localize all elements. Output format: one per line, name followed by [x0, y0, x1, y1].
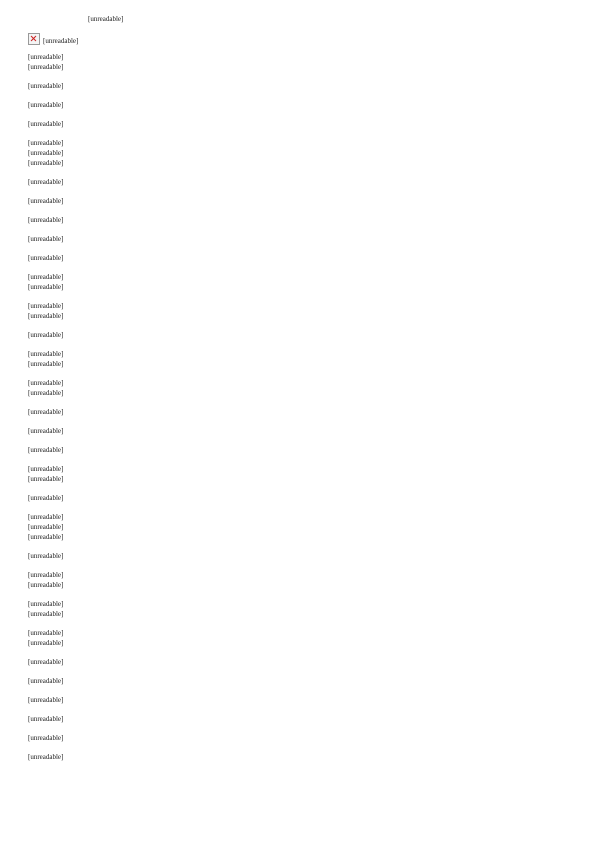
text-line: [unreadable] — [28, 677, 64, 685]
document-body — [28, 14, 568, 771]
text-line-content: [unreadable] — [43, 37, 79, 45]
paragraph — [28, 301, 568, 321]
paragraph — [28, 177, 568, 187]
text-line: [unreadable] — [28, 120, 64, 128]
paragraph — [28, 81, 568, 91]
paragraph — [28, 52, 568, 72]
text-line: [unreadable] — [28, 475, 64, 483]
paragraph — [28, 445, 568, 455]
paragraph — [28, 464, 568, 484]
text-line: [unreadable] — [28, 101, 64, 109]
text-line: [unreadable] — [28, 696, 64, 704]
text-line: [unreadable] — [28, 197, 64, 205]
text-line: [unreadable] — [28, 350, 64, 358]
text-line: [unreadable] — [28, 494, 64, 502]
text-line: [unreadable] — [28, 571, 64, 579]
paragraph — [28, 733, 568, 743]
text-line: [unreadable] — [28, 639, 64, 647]
paragraph — [28, 570, 568, 590]
paragraph — [28, 676, 568, 686]
text-line: [unreadable] — [28, 178, 64, 186]
text-line: [unreadable] — [28, 533, 64, 541]
text-line: [unreadable] — [28, 465, 64, 473]
paragraph — [28, 493, 568, 503]
paragraph — [28, 512, 568, 542]
paragraph — [28, 426, 568, 436]
paragraph — [28, 551, 568, 561]
text-line: [unreadable] — [28, 53, 64, 61]
paragraph — [28, 196, 568, 206]
paragraph — [28, 378, 568, 398]
paragraph — [28, 657, 568, 667]
paragraph — [28, 272, 568, 292]
text-line: [unreadable] — [28, 360, 64, 368]
paragraph — [28, 599, 568, 619]
text-line: [unreadable] — [28, 159, 64, 167]
paragraph — [28, 628, 568, 648]
text-line: [unreadable] — [28, 610, 64, 618]
text-line: [unreadable] — [28, 82, 64, 90]
text-line: [unreadable] — [28, 523, 64, 531]
paragraph — [28, 138, 568, 168]
text-line: [unreadable] — [88, 15, 124, 23]
paragraph — [28, 695, 568, 705]
text-line: [unreadable] — [28, 629, 64, 637]
text-line: [unreadable] — [28, 235, 64, 243]
text-line: [unreadable] — [28, 658, 64, 666]
paragraph — [28, 752, 568, 762]
broken-image-icon — [28, 33, 40, 45]
text-line: [unreadable] — [28, 312, 64, 320]
paragraph — [28, 33, 568, 43]
paragraph — [28, 234, 568, 244]
paragraph — [28, 330, 568, 340]
text-line: [unreadable] — [28, 139, 64, 147]
paragraph — [28, 714, 568, 724]
text-line: [unreadable] — [28, 283, 64, 291]
text-line: [unreadable] — [28, 408, 64, 416]
paragraph — [28, 407, 568, 417]
text-line: [unreadable] — [28, 63, 64, 71]
text-line: [unreadable] — [28, 734, 64, 742]
text-line: [unreadable] — [28, 302, 64, 310]
text-line: [unreadable] — [28, 513, 64, 521]
paragraph — [28, 349, 568, 369]
text-line: [unreadable] — [28, 600, 64, 608]
text-line: [unreadable] — [28, 254, 64, 262]
text-line: [unreadable] — [28, 446, 64, 454]
text-line: [unreadable] — [28, 552, 64, 560]
text-line: [unreadable] — [28, 149, 64, 157]
text-line: [unreadable] — [28, 715, 64, 723]
text-line: [unreadable] — [28, 273, 64, 281]
text-line: [unreadable] — [28, 216, 64, 224]
text-line: [unreadable] — [28, 427, 64, 435]
text-line: [unreadable] — [28, 331, 64, 339]
paragraph — [28, 14, 568, 24]
paragraph — [28, 119, 568, 129]
text-line: [unreadable] — [28, 753, 64, 761]
text-line: [unreadable] — [28, 581, 64, 589]
paragraph — [28, 100, 568, 110]
text-line: [unreadable] — [28, 379, 64, 387]
paragraph — [28, 253, 568, 263]
text-line: [unreadable] — [28, 389, 64, 397]
paragraph — [28, 215, 568, 225]
text-line — [28, 33, 568, 43]
